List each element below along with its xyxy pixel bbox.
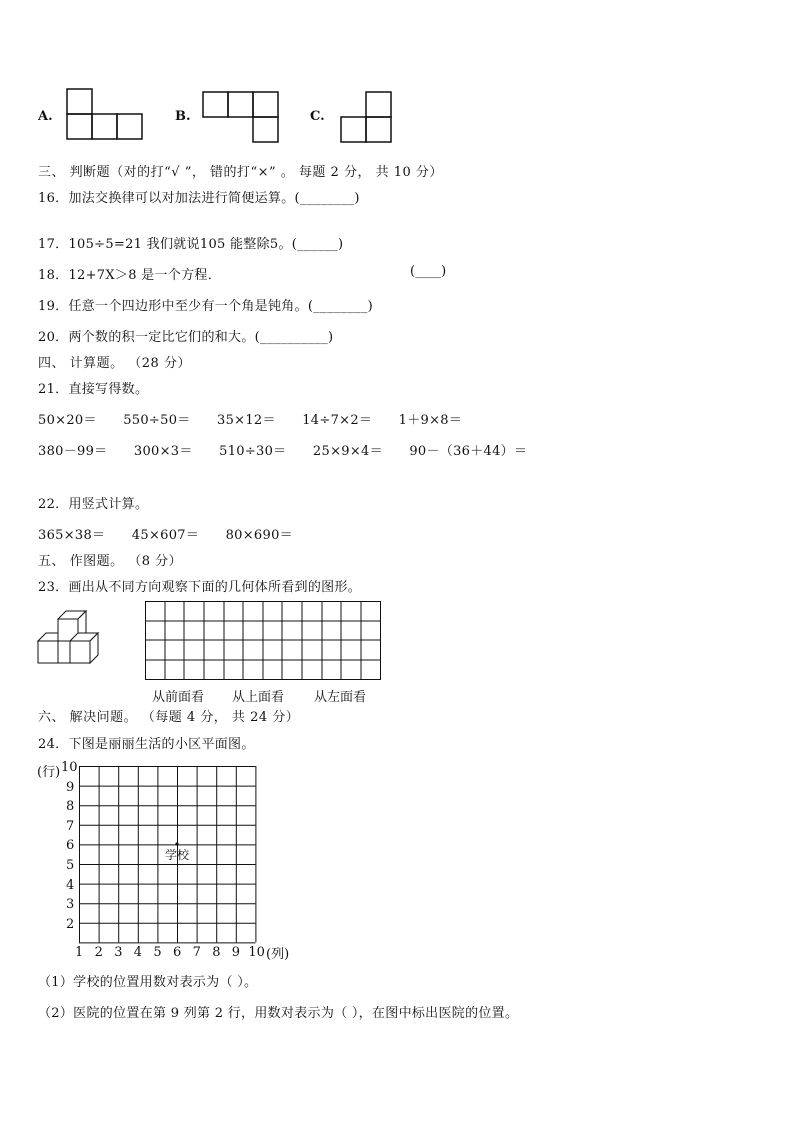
- view-front-label: 从前面看: [152, 690, 205, 705]
- row-tick-label: 10: [61, 760, 78, 775]
- row-tick-label: 8: [66, 799, 75, 815]
- question-21-row-2: [38, 440, 549, 459]
- question-22-row: [38, 524, 315, 543]
- view-left-label: 从左面看: [314, 690, 367, 705]
- expr: 380－99＝: [38, 444, 108, 459]
- section-5-title: 五、 作图题。 （8 分）: [38, 554, 183, 569]
- col-axis-label: (列): [266, 947, 290, 962]
- row-tick-label: 3: [66, 897, 75, 913]
- question-22-title: 22．用竖式计算。: [38, 497, 149, 512]
- row-axis-label: (行): [37, 765, 61, 780]
- expr: 80×690＝: [225, 528, 293, 543]
- option-b-label: B.: [175, 109, 191, 124]
- section-4-title: 四、 计算题。 （28 分）: [38, 356, 191, 371]
- option-c-label: C.: [310, 109, 325, 124]
- expr: 90－（36＋44）＝: [409, 444, 528, 459]
- column-tick-label: 1: [75, 945, 84, 960]
- question-20: 20．两个数的积一定比它们的和大。(__________): [38, 330, 334, 345]
- column-tick-label: 5: [153, 945, 162, 960]
- school-label: 学校: [165, 848, 190, 862]
- question-16: 16．加法交换律可以对加法进行简便运算。(________): [38, 191, 360, 206]
- column-tick-label: 10: [248, 945, 265, 960]
- row-tick-label: 6: [66, 838, 75, 854]
- question-19: 19．任意一个四边形中至少有一个角是钝角。(________): [38, 299, 373, 314]
- expr: 45×607＝: [131, 528, 200, 543]
- column-tick-label: 7: [192, 945, 201, 960]
- column-tick-label: 2: [94, 945, 103, 960]
- expr: 25×9×4＝: [312, 444, 383, 459]
- option-a-label: A.: [38, 109, 53, 124]
- question-23-title: 23．画出从不同方向观察下面的几何体所看到的图形。: [38, 580, 362, 595]
- row-tick-label: 7: [66, 818, 75, 834]
- option-b-shape: [202, 91, 280, 145]
- cube-solid-figure: [37, 618, 107, 668]
- column-tick-label: 9: [231, 945, 241, 960]
- option-c-shape: [340, 91, 394, 145]
- question-24-title: 24．下图是丽丽生活的小区平面图。: [38, 737, 255, 752]
- question-17: 17．105÷5=21 我们就说105 能整除5。(______): [38, 237, 344, 252]
- column-tick-label: 4: [133, 945, 143, 960]
- option-a-shape: [66, 88, 144, 142]
- column-tick-label: 8: [212, 945, 221, 960]
- view-top-label: 从上面看: [232, 690, 285, 705]
- column-tick-label: 6: [173, 945, 182, 960]
- expr: 14÷7×2＝: [302, 413, 373, 428]
- question-24-sub-1: （1）学校的位置用数对表示为（ ）。: [38, 975, 258, 990]
- column-tick-label: 3: [114, 945, 123, 960]
- expr: 365×38＝: [38, 528, 106, 543]
- row-tick-label: 9: [66, 779, 75, 795]
- expr: 1＋9×8＝: [398, 413, 463, 428]
- section-6-title: 六、 解决问题。 （每题 4 分， 共 24 分）: [38, 710, 300, 725]
- expr: 35×12＝: [217, 413, 276, 428]
- expr: 550÷50＝: [123, 413, 191, 428]
- row-tick-label: 4: [66, 877, 75, 893]
- expr: 510÷30＝: [219, 444, 287, 459]
- drawing-grid[interactable]: [145, 601, 381, 681]
- question-24-sub-2: （2）医院的位置在第 9 列第 2 行，用数对表示为（ ），在图中标出医院的位置。: [38, 1006, 519, 1021]
- question-18: 18．12+7X＞8 是一个方程．: [38, 268, 222, 283]
- row-tick-label: 5: [66, 858, 75, 873]
- question-21-title: 21．直接写得数。: [38, 382, 149, 397]
- expr: 50×20＝: [38, 413, 97, 428]
- row-tick-label: 2: [66, 916, 75, 932]
- question-18-blank: (____): [410, 264, 447, 279]
- expr: 300×3＝: [133, 444, 193, 459]
- section-3-title: 三、 判断题（对的打“√ ”， 错的打“×” 。 每题 2 分， 共 10 分）: [38, 165, 443, 180]
- question-21-row-1: [38, 409, 484, 428]
